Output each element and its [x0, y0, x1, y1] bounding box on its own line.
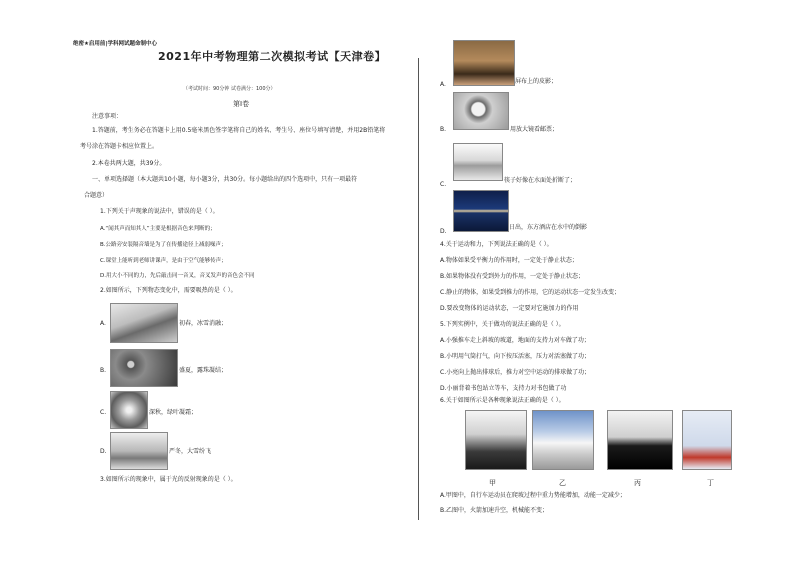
magnifier-stamp-image [453, 92, 509, 130]
q4-option-b: B.如果物体没有受到外力的作用，一定处于静止状态； [440, 273, 585, 280]
q3-option-text: 用放大镜看邮票； [510, 126, 559, 133]
q2-option-letter: A. [100, 320, 106, 327]
q4-option-c: C.静止的物体，如果受到推力的作用，它的运动状态一定发生改变； [440, 289, 621, 296]
notes-line: 2.本卷共两大题，共39分。 [92, 160, 166, 167]
question-2: 2.如图所示，下列物态变化中，需要吸热的是（ ）。 [100, 287, 237, 294]
q2-option-text: 严冬，大雪纷飞 [169, 448, 212, 455]
notes-line: 考号涂在答题卡相应位置上。 [80, 143, 159, 150]
q2-option-text: 盛夏，露珠凝结； [179, 367, 228, 374]
q5-option-c: C.小亮向上抛出排球后，推力对空中运动的排球做了功； [440, 369, 591, 376]
q5-option-d: D.小丽背着书包站立等车，支持力对书包做了功 [440, 385, 567, 392]
q2-option-text: 深秋，绿叶凝霜； [149, 409, 198, 416]
q1-option-c: C.课堂上能听到老师讲课声，是由于空气能够传声； [100, 258, 227, 264]
q4-option-a: A.物体如果受平衡力的作用时，一定处于静止状态； [440, 257, 578, 264]
q6-label: 甲 [489, 479, 496, 487]
question-4: 4.关于运动和力，下列说法正确的是（ ）。 [440, 241, 553, 248]
section-heading: 一、单项选择题（本大题共10小题，每小题3分，共30分。每小题给出的四个选项中，只有一项最符 [92, 176, 358, 183]
parachute-flag-image [682, 410, 732, 470]
hotel-reflection-image [453, 190, 509, 232]
q2-option-letter: D. [100, 448, 107, 455]
q1-option-d: D.用大小不同的力，先后敲击同一音叉，音叉发声的音色会不同 [100, 273, 255, 279]
q3-option-letter: A. [440, 81, 446, 88]
q5-option-a: A.小强推车走上斜坡的坡道，地面的支持力对车做了功； [440, 337, 590, 344]
frost-leaf-image [110, 391, 148, 429]
notes-line: 1.答题前，考生务必在答题卡上用0.5毫米黑色签字笔将自己的姓名、考生号、座位号填写清楚，并用2B铅笔将 [92, 127, 386, 134]
header-watermark: 绝密★启用前|学科网试题命制中心 [73, 41, 157, 47]
diver-silhouette-image [607, 410, 673, 470]
column-divider [418, 58, 419, 520]
q3-option-letter: C. [440, 181, 447, 188]
q6-label: 丁 [707, 479, 714, 487]
q6-option-b: B.乙图中，火箭加速升空，机械能不变； [440, 507, 549, 514]
q4-option-d: D.要改变物体的运动状态，一定要对它施加力的作用 [440, 305, 579, 312]
q3-option-text: 日出，东方酒店在水中的倒影 [509, 224, 588, 231]
q3-option-letter: D. [440, 228, 447, 235]
q6-label: 乙 [559, 479, 566, 487]
question-1: 1.下列关于声现象的说法中，错误的是（ ）。 [100, 208, 219, 215]
section-heading-cont: 合题意） [84, 192, 109, 199]
q3-option-letter: B. [440, 126, 447, 133]
question-6: 6.关于如图所示是各种现象说法正确的是（ ）。 [440, 397, 565, 404]
question-3: 3.如图所示的现象中，属于光的反射现象的是（ ）。 [100, 476, 237, 483]
q1-option-a: A.“闻其声而知其人”主要是根据音色来判断的； [100, 226, 216, 232]
volume-label: 第Ⅰ卷 [233, 100, 250, 108]
exam-title: 2021年中考物理第二次模拟考试【天津卷】 [158, 50, 387, 63]
q6-option-a: A.甲图中，自行车运动员在爬坡过程中重力势能增加，动能一定减少； [440, 492, 626, 499]
q2-option-letter: C. [100, 409, 107, 416]
q6-label: 丙 [634, 479, 641, 487]
rocket-launch-image [532, 410, 594, 470]
question-5: 5.下列实例中，关于做功的说法正确的是（ ）。 [440, 321, 565, 328]
snowfall-image [110, 432, 168, 470]
notes-title: 注意事项： [92, 113, 123, 120]
cyclist-image [465, 410, 527, 470]
exam-subtitle: （考试时间：90分钟 试卷满分：100分） [183, 86, 276, 92]
q1-option-b: B.公路旁安装隔音墙是为了在传播途径上减弱噪声； [100, 242, 227, 248]
q3-option-text: 屏布上的皮影； [515, 78, 558, 85]
q2-option-letter: B. [100, 367, 107, 374]
q2-option-text: 初春，冰雪消融； [179, 320, 228, 327]
q5-option-b: B.小明用气筒打气，向下按压活塞，压力对活塞做了功； [440, 353, 591, 360]
chopsticks-water-image [453, 143, 503, 181]
q3-option-text: 筷子好像在水面处折断了； [504, 177, 577, 184]
shadow-puppet-image [453, 40, 515, 86]
dew-drops-image [110, 349, 178, 387]
melting-snow-image [110, 303, 178, 343]
